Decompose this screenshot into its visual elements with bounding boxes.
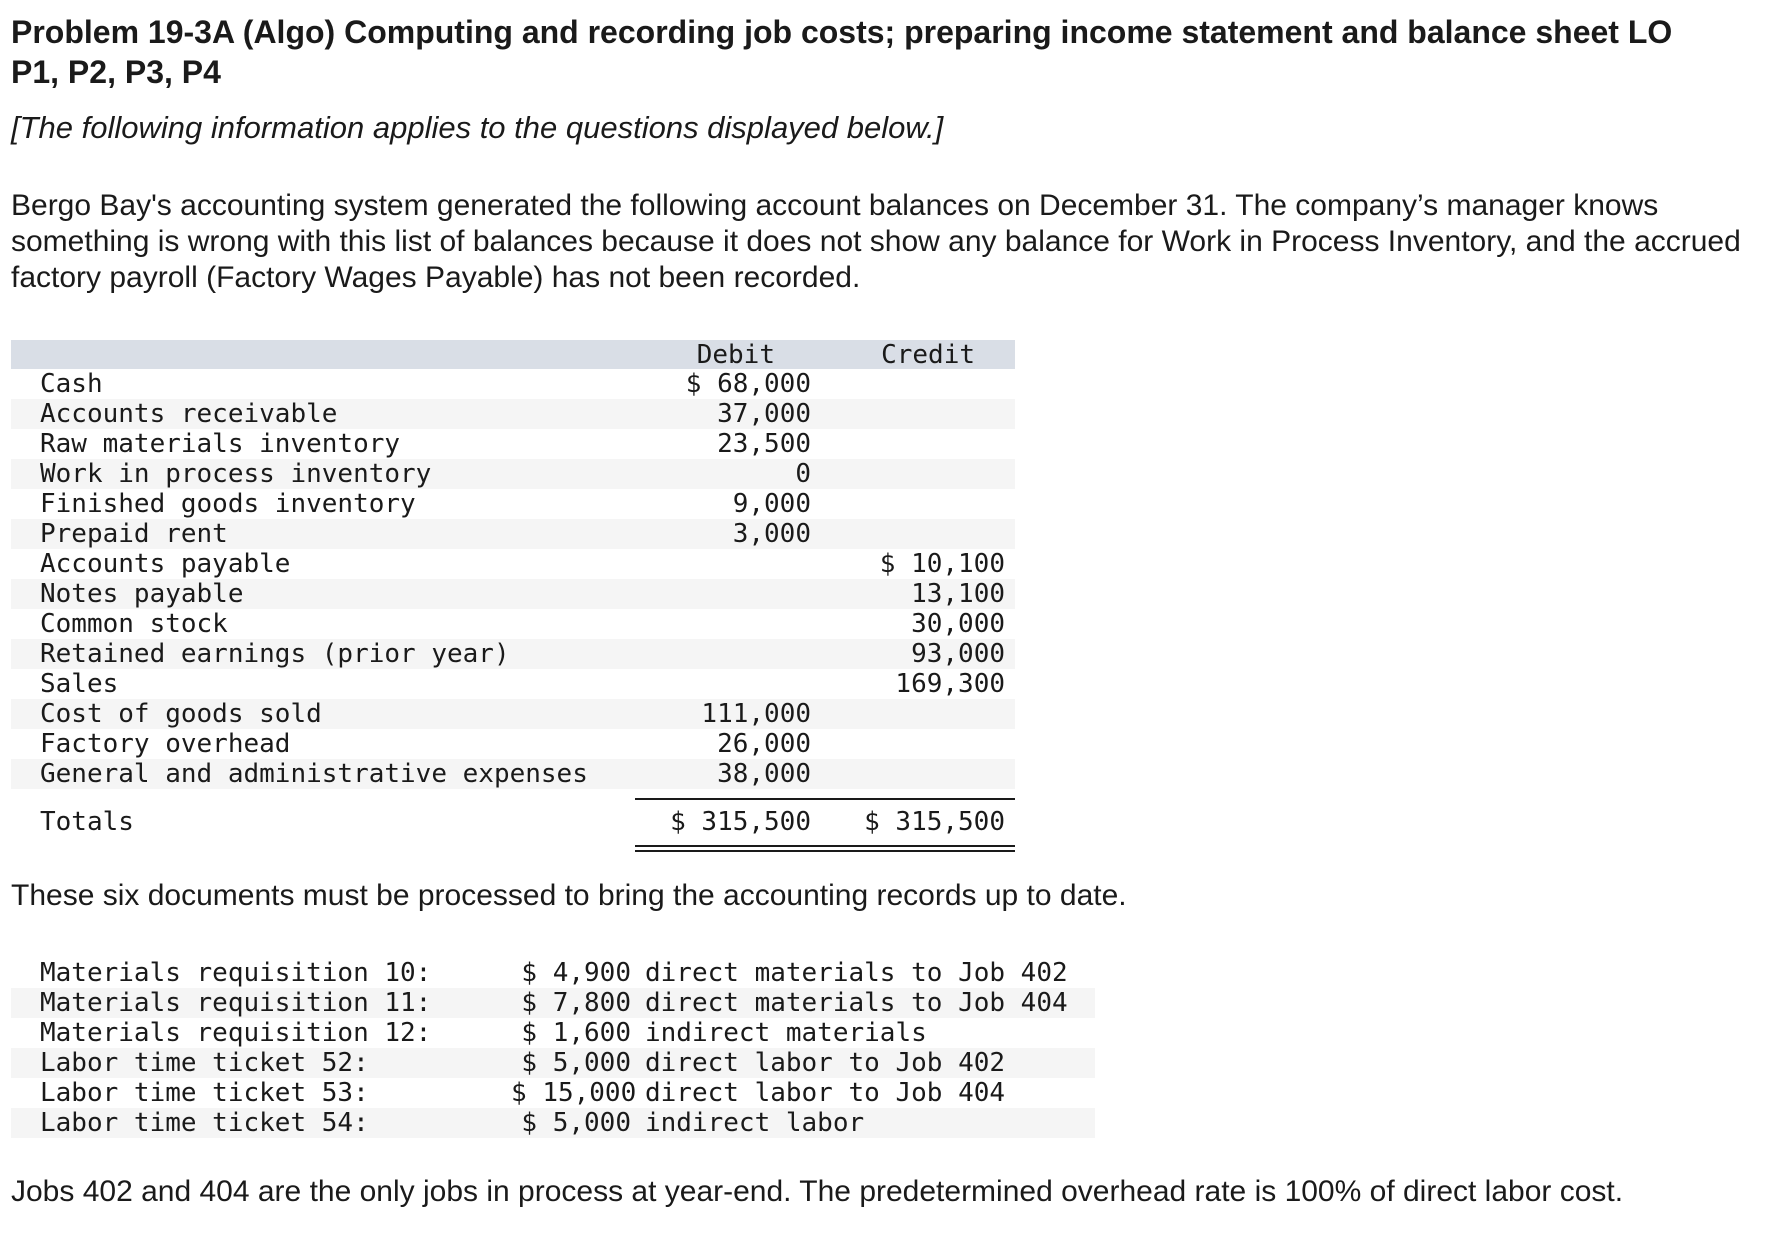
document-description: direct materials to Job 404 [645,988,1068,1018]
debit-amount: 37,000 [717,399,811,429]
document-description: direct labor to Job 404 [645,1078,1006,1108]
document-row [11,1048,1095,1078]
document-amount [511,1018,631,1048]
document-amount-value: 15,000 [542,1078,637,1108]
trial-balance-row [11,759,1015,789]
document-label: Labor time ticket 54: [40,1108,369,1138]
debit-header [635,340,811,370]
credit-amount: 93,000 [911,639,1005,669]
trial-balance-row [11,549,1015,579]
totals-debit: $ 315,500 [670,807,811,837]
trial-balance-row [11,399,1015,429]
debit-amount: 26,000 [717,729,811,759]
debit-amount: 38,000 [717,759,811,789]
account-name: Work in process inventory [40,459,432,489]
document-label: Materials requisition 12: [40,1018,432,1048]
credit-amount: 169,300 [895,669,1005,699]
credit-header-label: Credit [881,340,975,370]
account-name: Sales [40,669,119,699]
document-amount-value: 7,800 [552,988,631,1018]
document-amount [511,1108,631,1138]
document-amount [511,988,631,1018]
document-label: Labor time ticket 53: [40,1078,369,1108]
intro-paragraph: Bergo Bay's accounting system generated the following account balances on December 31. The company’s manager knows something is wrong with this list of balances because it does not show any balance for Work in Process Inventory, and the accrued factory payroll (Factory Wages Payable) has not been recorded. [11,189,1741,294]
document-currency: $ [521,1018,538,1048]
document-row [11,1018,1095,1048]
documents-list [11,958,1095,1138]
document-row [11,988,1095,1018]
trial-balance-row [11,459,1015,489]
document-amount-value: 5,000 [552,1108,631,1138]
debit-header-label: Debit [696,340,775,370]
account-name: Retained earnings (prior year) [40,639,510,669]
trial-balance-row [11,639,1015,669]
account-name: Raw materials inventory [40,429,401,459]
trial-balance-header [11,340,1015,369]
totals-credit: $ 315,500 [864,807,1005,837]
document-amount [511,1078,637,1108]
document-currency: $ [521,958,538,988]
trial-balance-row [11,429,1015,459]
trial-balance-row [11,519,1015,549]
account-name: Finished goods inventory [40,489,416,519]
account-name: General and administrative expenses [40,759,588,789]
document-description: direct labor to Job 402 [645,1048,1006,1078]
trial-balance-row [11,729,1015,759]
document-currency: $ [521,988,538,1018]
account-name: Accounts receivable [40,399,338,429]
account-name: Prepaid rent [40,519,228,549]
document-currency: $ [511,1078,527,1108]
account-name: Accounts payable [40,549,291,579]
debit-amount: 0 [795,459,811,489]
document-label: Materials requisition 11: [40,988,432,1018]
document-row [11,1108,1095,1138]
document-description: direct materials to Job 402 [645,958,1068,988]
totals-top-rule [635,798,1015,800]
document-currency: $ [521,1108,538,1138]
document-amount-value: 1,600 [552,1018,631,1048]
account-name: Cash [40,369,103,399]
trial-balance-row [11,669,1015,699]
trial-balance-rows [11,369,1015,789]
problem-title: Problem 19-3A (Algo) Computing and recording job costs; preparing income statement and balance sheet LO P1, P2, P3, P4 [11,14,1673,90]
document-amount-value: 5,000 [552,1048,631,1078]
debit-amount: $ 68,000 [685,369,811,399]
document-row [11,1078,1095,1108]
totals-label: Totals [40,807,134,837]
document-description: indirect materials [645,1018,927,1048]
document-amount-value: 4,900 [552,958,631,988]
debit-amount: 23,500 [717,429,811,459]
trial-balance-row [11,579,1015,609]
account-name: Notes payable [40,579,244,609]
trial-balance-row [11,699,1015,729]
document-amount [511,958,631,988]
closing-paragraph: Jobs 402 and 404 are the only jobs in process at year-end. The predetermined overhead rate is 100% of direct labor cost. [11,1175,1624,1208]
trial-balance-table [11,340,1015,789]
debit-amount: 3,000 [732,519,811,549]
totals-double-rule [635,845,1015,852]
credit-amount: $ 10,100 [879,549,1005,579]
debit-amount: 9,000 [732,489,811,519]
debit-amount: 111,000 [701,699,811,729]
document-row [11,958,1095,988]
credit-amount: 30,000 [911,609,1005,639]
document-label: Materials requisition 10: [40,958,432,988]
trial-balance-row [11,609,1015,639]
document-amount [511,1048,631,1078]
account-name: Cost of goods sold [40,699,322,729]
document-description: indirect labor [645,1108,865,1138]
account-name: Factory overhead [40,729,291,759]
credit-amount: 13,100 [911,579,1005,609]
documents-intro: These six documents must be processed to bring the accounting records up to date. [11,879,1127,912]
trial-balance-row [11,369,1015,399]
document-currency: $ [521,1048,538,1078]
document-label: Labor time ticket 52: [40,1048,369,1078]
account-name: Common stock [40,609,228,639]
totals-row [11,802,1015,842]
trial-balance-row [11,489,1015,519]
applies-note: [The following information applies to the questions displayed below.] [11,110,944,145]
credit-header [835,340,1005,370]
